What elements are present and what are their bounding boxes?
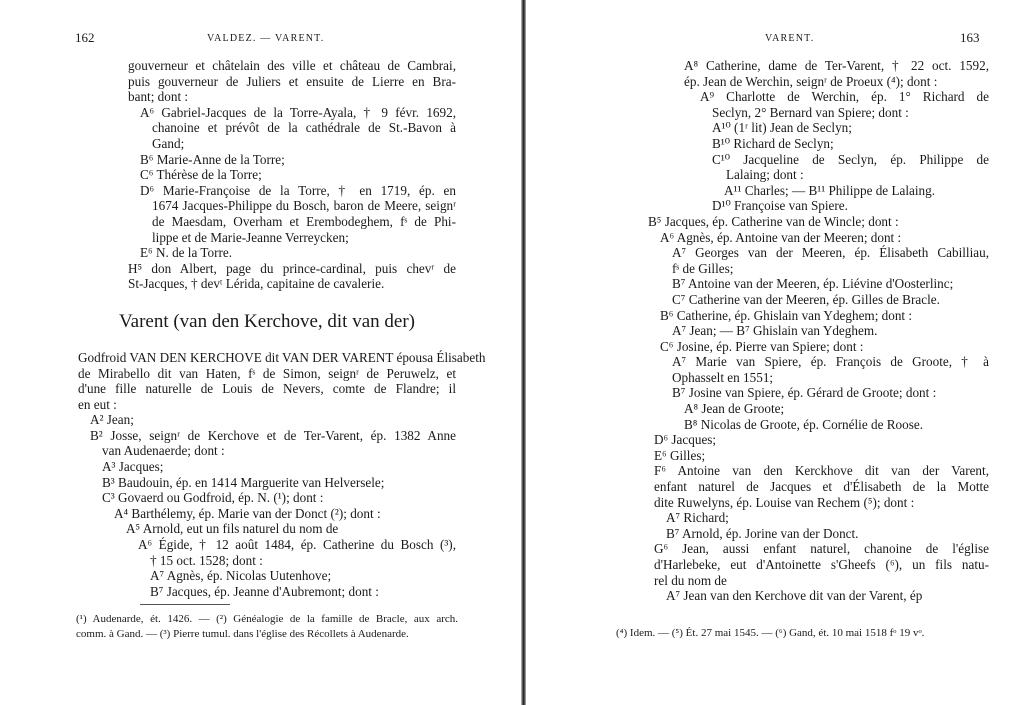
text-line: puis gouverneur de Juliers et ensuite de Lierre en Bra- bbox=[128, 73, 456, 89]
genealogy-entry bbox=[78, 537, 456, 568]
text-line: D⁶ Jacques; bbox=[654, 432, 717, 448]
genealogy-entry bbox=[654, 152, 989, 183]
text-line: A⁶ Agnès, ép. Antoine van der Meeren; dont : bbox=[660, 229, 902, 245]
genealogy-entry bbox=[654, 432, 989, 448]
footnote-rule bbox=[140, 604, 230, 605]
genealogy-entry bbox=[654, 292, 989, 308]
text-line: A⁷ Georges van der Meeren, ép. Élisabeth Cabilliau, bbox=[672, 245, 989, 261]
text-line: A⁶ Gabriel-Jacques de la Torre-Ayala, † 9 févr. 1692, bbox=[140, 104, 456, 120]
genealogy-entry bbox=[78, 584, 456, 600]
text-line: A⁷ Jean; — B⁷ Ghislain van Ydeghem. bbox=[672, 323, 878, 339]
genealogy-entry bbox=[648, 214, 989, 230]
text-line: A⁹ Charlotte de Werchin, ép. 1° Richard de bbox=[700, 89, 989, 105]
text-line: A⁸ Jean de Groote; bbox=[684, 401, 785, 417]
genealogy-entry bbox=[654, 417, 989, 433]
genealogy-entry bbox=[78, 475, 456, 491]
text-line: A⁴ Barthélemy, ép. Marie van der Donct (²); dont : bbox=[114, 505, 381, 521]
genealogy-entry bbox=[78, 459, 456, 475]
text-line: A² Jean; bbox=[90, 412, 134, 428]
footnote-line: comm. à Gand. — (³) Pierre tumul. dans l'église des Récollets à Audenarde. bbox=[76, 628, 409, 640]
page-number: 163 bbox=[960, 30, 980, 45]
text-line: D⁶ Marie-Françoise de la Torre, † en 1719, ép. en bbox=[140, 182, 456, 198]
text-line: St-Jacques, † devᵗ Lérida, capitaine de cavalerie. bbox=[128, 276, 385, 292]
text-line: A⁷ Agnès, ép. Nicolas Uutenhove; bbox=[150, 568, 332, 584]
genealogy-entry bbox=[654, 58, 989, 89]
genealogy-entry bbox=[78, 167, 456, 183]
genealogy-entry bbox=[654, 339, 989, 355]
text-line: B⁶ Marie-Anne de la Torre; bbox=[140, 151, 285, 167]
text-line: B⁶ Catherine, ép. Ghislain van Ydeghem; dont : bbox=[660, 307, 913, 323]
genealogy-entry bbox=[654, 354, 989, 385]
genealogy-entry bbox=[78, 105, 456, 152]
text-line: lippe et de Marie-Jeanne Verreycken; bbox=[152, 229, 349, 245]
text-line: d'une fille naturelle de Louis de Nevers, comte de Flandre; il bbox=[78, 381, 456, 397]
text-line: A⁷ Jean van den Kerchove dit van der Varent, ép bbox=[666, 588, 923, 604]
text-line: E⁶ Gilles; bbox=[654, 447, 706, 463]
text-line: B¹⁰ Richard de Seclyn; bbox=[712, 135, 834, 151]
text-line: B² Josse, seignʳ de Kerchove et de Ter-Varent, ép. 1382 Anne bbox=[90, 427, 456, 443]
text-line: Ophasselt en 1551; bbox=[672, 369, 774, 385]
text-line: † 15 oct. 1528; dont : bbox=[150, 552, 263, 568]
genealogy-entry bbox=[654, 120, 989, 136]
text-line: A⁶ Égide, † 12 août 1484, ép. Catherine du Bosch (³), bbox=[138, 537, 456, 553]
text-line: A⁸ Catherine, dame de Ter-Varent, † 22 oct. 1592, bbox=[684, 58, 989, 73]
running-head: VARENT. bbox=[765, 33, 815, 44]
right-text-block bbox=[648, 58, 989, 604]
text-line: Godfroid VAN DEN KERCHOVE dit VAN DER VARENT épousa Élisabeth bbox=[78, 349, 486, 365]
text-line: fˢ de Gilles; bbox=[672, 260, 734, 276]
genealogy-entry bbox=[78, 428, 456, 459]
genealogy-entry bbox=[654, 401, 989, 417]
genealogy-entry bbox=[78, 490, 456, 506]
text-line: gouverneur et châtelain des ville et château de Cambrai, bbox=[128, 58, 456, 73]
text-line: de Mirabello dit van Haten, fˢ de Simon, seignʳ de Peruwelz, et bbox=[78, 365, 456, 381]
text-line: A⁵ Arnold, eut un fils naturel du nom de bbox=[126, 521, 339, 537]
genealogy-entry bbox=[78, 245, 456, 261]
text-line: B³ Baudouin, ép. en 1414 Marguerite van Helversele; bbox=[102, 474, 385, 490]
text-line: A¹⁰ (1ʳ lit) Jean de Seclyn; bbox=[712, 120, 852, 136]
text-line: de Maesdam, Overham et Erembodeghem, fˢ de Phi- bbox=[152, 213, 456, 229]
text-line: B⁷ Jacques, ép. Jeanne d'Aubremont; dont : bbox=[150, 583, 379, 599]
running-head: VALDEZ. — VARENT. bbox=[207, 33, 325, 44]
text-line: en eut : bbox=[78, 396, 117, 412]
genealogy-entry bbox=[654, 588, 989, 604]
genealogy-entry bbox=[78, 521, 456, 537]
text-line: C⁷ Catherine van der Meeren, ép. Gilles de Bracle. bbox=[672, 291, 940, 307]
intro-paragraph bbox=[78, 349, 486, 412]
genealogy-entry bbox=[654, 276, 989, 292]
genealogy-entry bbox=[654, 510, 989, 526]
genealogy-entry bbox=[654, 323, 989, 339]
section-title: Varent (van den Kerchove, dit van der) bbox=[119, 310, 415, 332]
text-line: H⁵ don Albert, page du prince-cardinal, puis chevʳ de bbox=[128, 260, 456, 276]
text-line: B⁷ Antoine van der Meeren, ép. Liévine d'Oosterlinc; bbox=[672, 276, 954, 292]
text-line: bant; dont : bbox=[128, 89, 189, 105]
text-line: enfant naturel de Jacques et d'Élisabeth de la Motte bbox=[654, 479, 989, 495]
text-line: ép. Jean de Werchin, seignʳ de Proeux (⁴); dont : bbox=[684, 73, 938, 89]
text-line: dite Ruwelyns, ép. Louise van Rechem (⁵); dont : bbox=[654, 494, 915, 510]
genealogy-entry bbox=[78, 183, 456, 245]
genealogy-entry bbox=[654, 385, 989, 401]
genealogy-entry bbox=[654, 245, 989, 276]
text-line: B⁷ Josine van Spiere, ép. Gérard de Groote; dont : bbox=[672, 385, 937, 401]
genealogy-entry bbox=[78, 412, 456, 428]
right-page bbox=[526, 0, 1024, 705]
text-line: D¹⁰ Françoise van Spiere. bbox=[712, 198, 848, 214]
text-line: Gand; bbox=[152, 135, 185, 151]
text-line: 1674 Jacques-Philippe du Bosch, baron de Meere, seignʳ bbox=[152, 198, 456, 214]
text-line: Seclyn, 2° Bernard van Spiere; dont : bbox=[712, 104, 909, 120]
genealogy-entry bbox=[654, 308, 989, 324]
page-number: 162 bbox=[75, 30, 95, 45]
text-line: A⁷ Marie van Spiere, ép. François de Groote, † à bbox=[672, 354, 989, 370]
text-line: A³ Jacques; bbox=[102, 459, 164, 475]
genealogy-entry bbox=[78, 506, 456, 522]
genealogy-entry bbox=[78, 261, 456, 292]
genealogy-entry bbox=[654, 89, 989, 120]
text-line: chanoine et prévôt de la cathédrale de St.-Bavon à bbox=[152, 120, 456, 136]
footnote-line: (¹) Audenarde, ét. 1426. — (²) Généalogie de la famille de Bracle, aux arch. bbox=[76, 613, 458, 625]
text-line: C⁶ Josine, ép. Pierre van Spiere; dont : bbox=[660, 338, 864, 354]
genealogy-entry bbox=[654, 541, 989, 588]
genealogy-entry bbox=[654, 463, 989, 510]
text-line: C³ Govaerd ou Godfroid, ép. N. (¹); dont : bbox=[102, 490, 324, 506]
genealogy-entry bbox=[654, 136, 989, 152]
text-line: B⁷ Arnold, ép. Jorine van der Donct. bbox=[666, 525, 859, 541]
text-line: G⁶ Jean, aussi enfant naturel, chanoine de l'église bbox=[654, 541, 989, 557]
text-line: F⁶ Antoine van den Kerckhove dit van der Varent, bbox=[654, 463, 989, 479]
text-line: Lalaing; dont : bbox=[726, 167, 804, 183]
text-line: C¹⁰ Jacqueline de Seclyn, ép. Philippe de bbox=[712, 151, 989, 167]
text-line: rel du nom de bbox=[654, 572, 727, 588]
left-text-block bbox=[78, 58, 486, 599]
genealogy-entry bbox=[78, 568, 456, 584]
footnotes bbox=[616, 626, 1006, 641]
genealogy-entry bbox=[654, 183, 989, 199]
text-line: A¹¹ Charles; — B¹¹ Philippe de Lalaing. bbox=[724, 182, 936, 198]
text-line: d'Harlebeke, eut d'Antoinette s'Gheefs (⁶), un fils natu- bbox=[654, 557, 989, 572]
continuation-paragraph bbox=[78, 58, 456, 105]
text-line: van Audenaerde; dont : bbox=[102, 443, 225, 459]
text-line: A⁷ Richard; bbox=[666, 510, 729, 526]
genealogy-entry bbox=[654, 526, 989, 542]
genealogy-entry bbox=[654, 448, 989, 464]
genealogy-entry bbox=[654, 230, 989, 246]
footnotes bbox=[76, 612, 458, 642]
genealogy-entry bbox=[78, 152, 456, 168]
text-line: B⁵ Jacques, ép. Catherine van de Wincle; dont : bbox=[648, 213, 899, 229]
text-line: C⁶ Thérèse de la Torre; bbox=[140, 167, 262, 183]
footnote-line: (⁴) Idem. — (⁵) Ét. 27 mai 1545. — (⁶) Gand, ét. 10 mai 1518 fᵒ 19 vᵒ. bbox=[616, 627, 925, 639]
genealogy-entry bbox=[654, 198, 989, 214]
text-line: E⁶ N. de la Torre. bbox=[140, 245, 233, 261]
text-line: B⁸ Nicolas de Groote, ép. Cornélie de Roose. bbox=[684, 416, 923, 432]
